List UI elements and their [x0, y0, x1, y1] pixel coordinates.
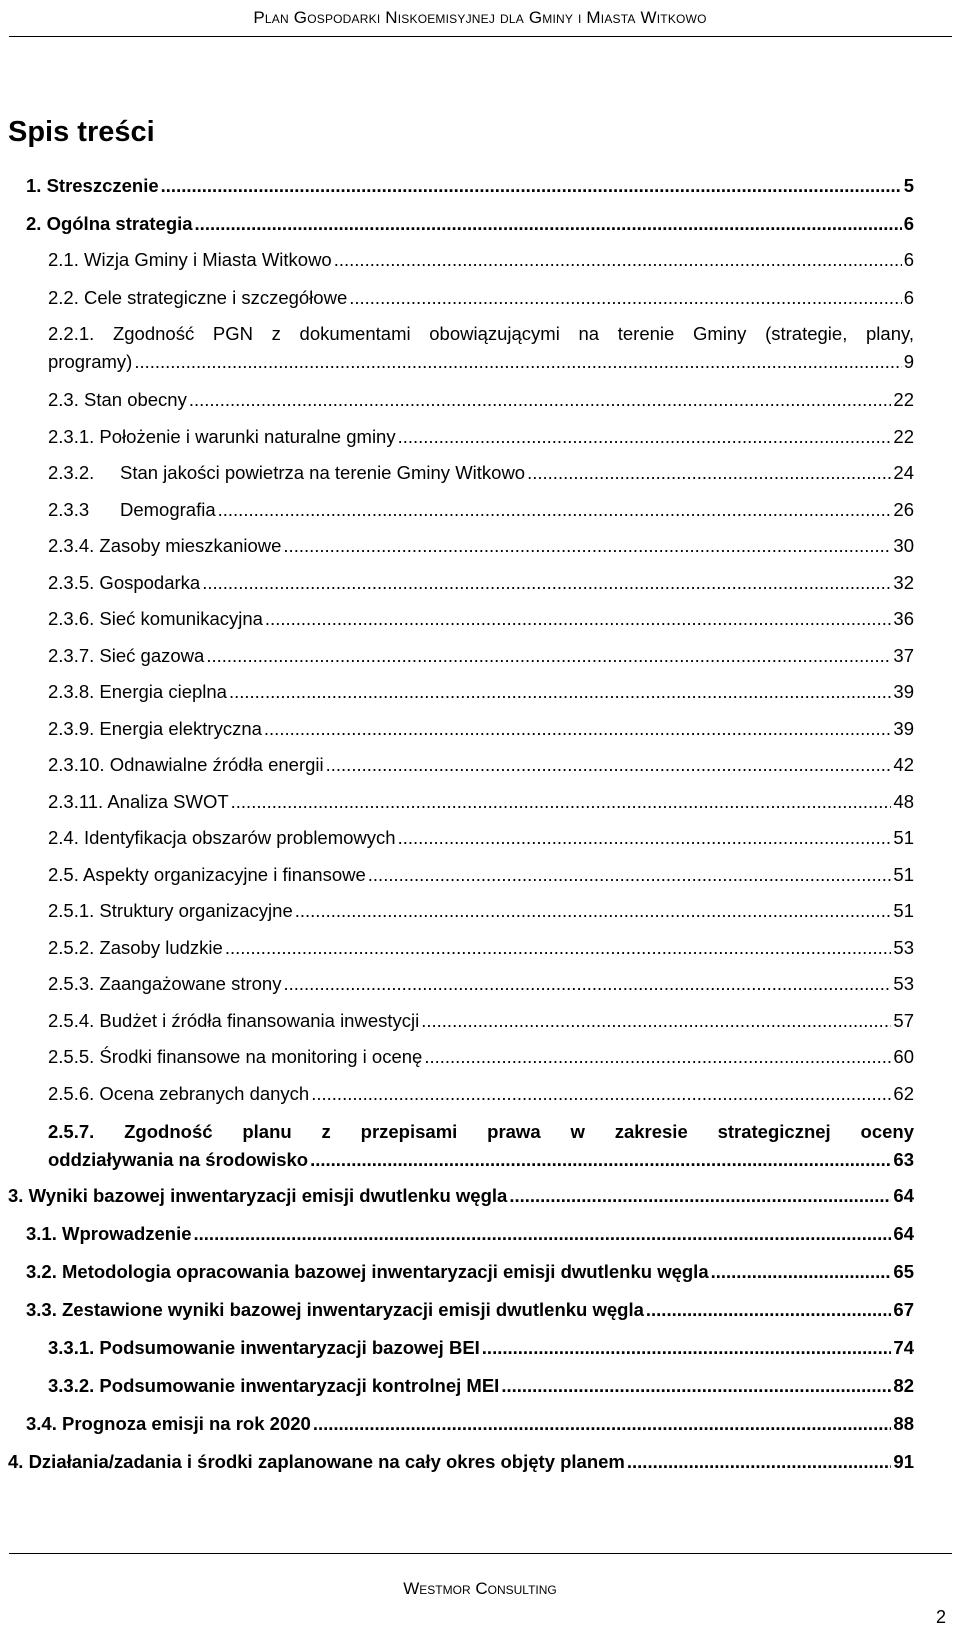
leader-dots [482, 1336, 892, 1360]
toc-entry-2-3-8[interactable] [48, 680, 914, 704]
toc-entry-2-5-3[interactable] [48, 972, 914, 996]
toc-entry-page: 22 [893, 389, 914, 410]
leader-dots [202, 571, 891, 595]
toc-entry-label: 4. Działania/zadania i środki zaplanowane na cały okres objęty planem [8, 1451, 625, 1472]
toc-entry-2-5-6[interactable] [48, 1082, 914, 1106]
toc-entry-page: 82 [893, 1375, 914, 1396]
toc-entry-page: 48 [893, 791, 914, 812]
leader-dots [310, 1148, 891, 1172]
toc-entry-3[interactable] [8, 1184, 914, 1208]
toc-entry-label-line2: oddziaływania na środowisko [48, 1149, 309, 1170]
toc-entry-page: 6 [903, 249, 914, 270]
toc-entry-page: 67 [893, 1299, 914, 1320]
toc-entry-2-3-3[interactable] [48, 498, 914, 522]
running-header: Plan Gospodarki Niskoemisyjnej dla Gminy i Miasta Witkowo [253, 8, 707, 27]
toc-entry-label: 2.1. Wizja Gminy i Miasta Witkowo [48, 249, 332, 270]
toc-entry-page: 65 [893, 1261, 914, 1282]
toc-entry-page: 74 [893, 1337, 914, 1358]
toc-entry-page: 60 [893, 1046, 914, 1067]
toc-entry-label: 3. Wyniki bazowej inwentaryzacji emisji dwutlenku węgla [8, 1185, 508, 1206]
toc-entry-2-3-5[interactable] [48, 571, 914, 595]
leader-dots [711, 1260, 892, 1284]
toc-entry-2-5-1[interactable] [48, 899, 914, 923]
leader-dots [283, 534, 891, 558]
toc-entry-label: 2.5.3. Zaangażowane strony [48, 973, 282, 994]
toc-entry-label: 1. Streszczenie [26, 175, 159, 196]
toc-entry-label: 2.3.10. Odnawialne źródła energii [48, 754, 324, 775]
leader-dots [283, 972, 891, 996]
leader-dots [398, 425, 892, 449]
toc-entry-label-line1: 2.5.7. Zgodność planu z przepisami prawa w zakresie strategicznej oceny [48, 1121, 914, 1142]
leader-dots [368, 863, 892, 887]
leader-dots [527, 461, 891, 485]
toc-entry-label: 2.5.5. Środki finansowe na monitoring i ocenę [48, 1046, 423, 1067]
toc-entry-page: 53 [893, 973, 914, 994]
toc-entry-page: 26 [893, 499, 914, 520]
toc-entry-page: 63 [893, 1149, 914, 1170]
leader-dots [334, 248, 902, 272]
toc-entry-2-3-6[interactable] [48, 607, 914, 631]
toc-entry-4[interactable] [8, 1450, 914, 1474]
toc-entry-page: 30 [893, 535, 914, 556]
toc-entry-page: 6 [903, 287, 914, 308]
toc-entry-label: 2.5.2. Zasoby ludzkie [48, 937, 223, 958]
toc-entry-3-3-1[interactable] [48, 1336, 914, 1360]
toc-entry-label: 3.1. Wprowadzenie [26, 1223, 192, 1244]
toc-entry-page: 51 [893, 827, 914, 848]
toc-entry-3-3[interactable] [26, 1298, 914, 1322]
toc-entry-2-4[interactable] [48, 826, 914, 850]
toc-entry-label: 2.3.6. Sieć komunikacyjna [48, 608, 263, 629]
toc-entry-page: 53 [893, 937, 914, 958]
leader-dots [134, 350, 901, 374]
toc-entry-page: 22 [893, 426, 914, 447]
toc-entry-page: 6 [903, 213, 914, 234]
toc-entry-2-3-2[interactable] [48, 461, 914, 485]
toc-entry-2-1[interactable] [48, 248, 914, 272]
toc-entry-2-3[interactable] [48, 388, 914, 412]
toc-entry-2-3-9[interactable] [48, 717, 914, 741]
toc-entry-3-3-2[interactable] [48, 1374, 914, 1398]
toc-entry-1[interactable] [26, 174, 914, 198]
toc-title: Spis treści [8, 116, 155, 148]
running-footer: Westmor Consulting [403, 1579, 557, 1598]
toc-entry-page: 9 [903, 351, 914, 372]
toc-entry-label: 2.5. Aspekty organizacyjne i finansowe [48, 864, 366, 885]
toc-entry-label: 2.2. Cele strategiczne i szczegółowe [48, 287, 348, 308]
toc-entry-page: 36 [893, 608, 914, 629]
toc-entry-label: 2.3.1. Położenie i warunki naturalne gminy [48, 426, 396, 447]
toc-entry-page: 62 [893, 1083, 914, 1104]
toc-entry-page: 24 [893, 462, 914, 483]
footer-divider [9, 1553, 952, 1554]
toc-entry-2-5-4[interactable] [48, 1009, 914, 1033]
toc-entry-label: 2.5.4. Budżet i źródła finansowania inwestycji [48, 1010, 420, 1031]
toc-entry-page: 64 [893, 1223, 914, 1244]
toc-entry-2-3-1[interactable] [48, 425, 914, 449]
toc-entry-label: 2.3.3 Demografia [48, 499, 216, 520]
leader-dots [421, 1009, 891, 1033]
leader-dots [206, 644, 891, 668]
toc-entry-label: 2.3.4. Zasoby mieszkaniowe [48, 535, 282, 556]
toc-entry-label: 2.3.2. Stan jakości powietrza na terenie Gminy Witkowo [48, 462, 526, 483]
leader-dots [646, 1298, 892, 1322]
header-divider [9, 36, 952, 37]
toc-entry-2[interactable] [26, 212, 914, 236]
toc-entry-line2 [48, 350, 914, 374]
leader-dots [161, 174, 902, 198]
leader-dots [231, 790, 892, 814]
toc-entry-2-3-7[interactable] [48, 644, 914, 668]
toc-entry-label: 3.2. Metodologia opracowania bazowej inwentaryzacji emisji dwutlenku węgla [26, 1261, 709, 1282]
toc-entry-page: 64 [893, 1185, 914, 1206]
leader-dots [264, 717, 892, 741]
toc-entry-2-3-10[interactable] [48, 753, 914, 777]
toc-entry-label: 2.3.11. Analiza SWOT [48, 791, 229, 812]
leader-dots [189, 388, 892, 412]
toc-entry-label-line2: programy) [48, 351, 133, 372]
toc-entry-2-5-5[interactable] [48, 1045, 914, 1069]
toc-entry-label: 3.3.2. Podsumowanie inwentaryzacji kontrolnej MEI [48, 1375, 500, 1396]
toc-entry-label: 2.3.9. Energia elektryczna [48, 718, 262, 739]
leader-dots [225, 936, 892, 960]
toc-entry-3-1[interactable] [26, 1222, 914, 1246]
toc-entry-page: 5 [903, 175, 914, 196]
toc-entry-2-2[interactable] [48, 286, 914, 310]
toc-entry-page: 51 [893, 900, 914, 921]
toc-entry-3-4[interactable] [26, 1412, 914, 1436]
toc-entry-label: 3.3.1. Podsumowanie inwentaryzacji bazowej BEI [48, 1337, 480, 1358]
leader-dots [229, 680, 891, 704]
leader-dots [265, 607, 892, 631]
toc-entry-2-3-11[interactable] [48, 790, 914, 814]
toc-entry-label: 3.4. Prognoza emisji na rok 2020 [26, 1413, 311, 1434]
toc-entry-page: 88 [893, 1413, 914, 1434]
toc-entry-2-3-4[interactable] [48, 534, 914, 558]
toc-entry-3-2[interactable] [26, 1260, 914, 1284]
toc-entry-page: 32 [893, 572, 914, 593]
toc-entry-label: 2.3.5. Gospodarka [48, 572, 201, 593]
toc-entry-label: 2. Ogólna strategia [26, 213, 193, 234]
leader-dots [195, 212, 902, 236]
leader-dots [295, 899, 892, 923]
toc-entry-page: 91 [893, 1451, 914, 1472]
toc-entry-label: 2.3.8. Energia cieplna [48, 681, 227, 702]
leader-dots [326, 753, 892, 777]
toc-entry-label: 2.3. Stan obecny [48, 389, 187, 410]
toc-entry-2-5[interactable] [48, 863, 914, 887]
toc-entry-label: 2.3.7. Sieć gazowa [48, 645, 205, 666]
toc-entry-page: 39 [893, 718, 914, 739]
toc-entry-page: 51 [893, 864, 914, 885]
leader-dots [424, 1045, 891, 1069]
toc-entry-page: 42 [893, 754, 914, 775]
toc-entry-label: 2.5.1. Struktury organizacyjne [48, 900, 293, 921]
leader-dots [509, 1184, 891, 1208]
leader-dots [627, 1450, 892, 1474]
toc-entry-page: 39 [893, 681, 914, 702]
toc-entry-page: 57 [893, 1010, 914, 1031]
leader-dots [501, 1374, 891, 1398]
leader-dots [194, 1222, 892, 1246]
toc-entry-2-5-2[interactable] [48, 936, 914, 960]
toc-entry-page: 37 [893, 645, 914, 666]
toc-entry-label: 2.4. Identyfikacja obszarów problemowych [48, 827, 396, 848]
page-number: 2 [935, 1607, 946, 1627]
leader-dots [313, 1412, 892, 1436]
toc-entry-label: 2.5.6. Ocena zebranych danych [48, 1083, 310, 1104]
leader-dots [349, 286, 901, 310]
toc-entry-label: 3.3. Zestawione wyniki bazowej inwentaryzacji emisji dwutlenku węgla [26, 1299, 644, 1320]
leader-dots [311, 1082, 891, 1106]
toc-entry-line2 [48, 1148, 914, 1172]
toc-entry-label-line1: 2.2.1. Zgodność PGN z dokumentami obowiązującymi na terenie Gminy (strategie, plany, [48, 323, 914, 344]
leader-dots [218, 498, 892, 522]
leader-dots [398, 826, 892, 850]
